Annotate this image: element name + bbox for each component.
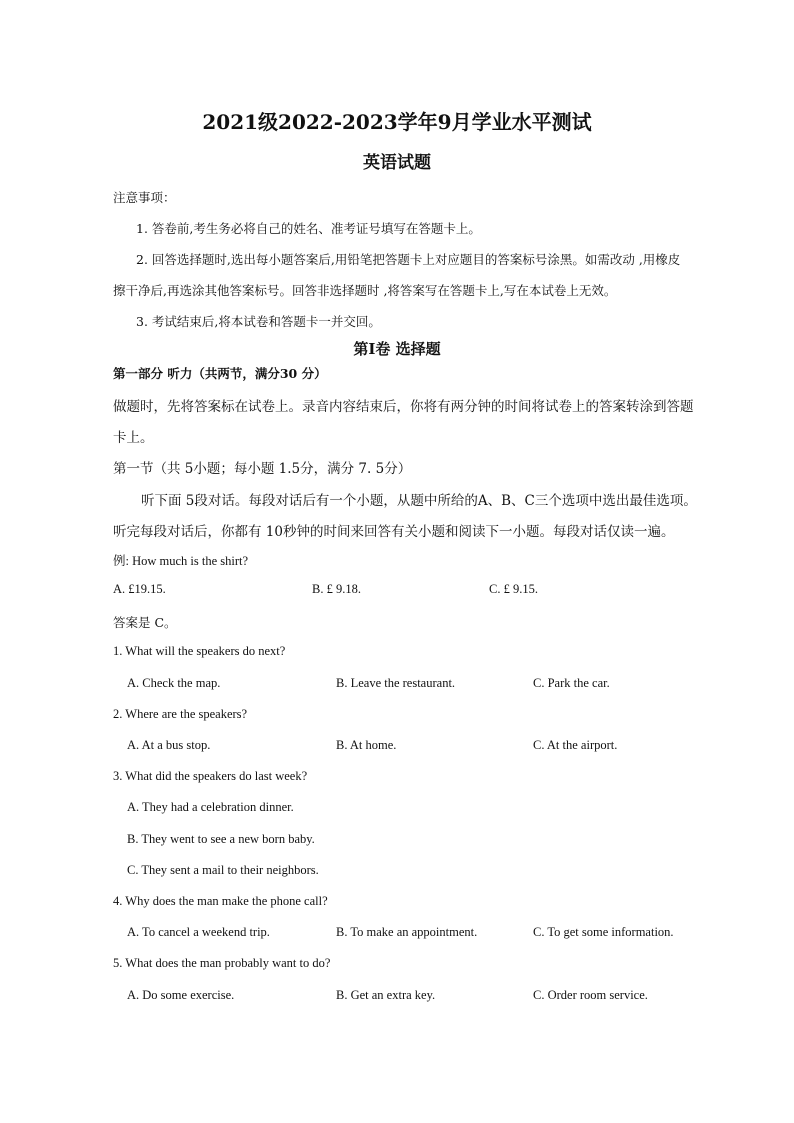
question-4: 4. Why does the man make the phone call? <box>113 894 328 908</box>
sub-heading: 第一节（共 5小题；每小题 1.5分，满分 7. 5分） <box>113 461 412 477</box>
exam-subtitle: 英语试题 <box>363 153 431 173</box>
example-option-b: B. £ 9.18. <box>312 582 361 596</box>
example-option-c: C. £ 9.15. <box>489 582 538 596</box>
question-3: 3. What did the speakers do last week? <box>113 769 308 783</box>
notice-item-3: 3. 考试结束后,将本试卷和答题卡一并交回。 <box>136 314 381 329</box>
question-1-option-a: A. Check the map. <box>127 676 221 690</box>
sub-instruction-2: 听完每段对话后，你都有 10秒钟的时间来回答有关小题和阅读下一小题。每段对话仅读一遍。 <box>113 524 675 540</box>
question-3-option-b: B. They went to see a new born baby. <box>127 832 315 846</box>
question-5-option-c: C. Order room service. <box>533 988 648 1002</box>
example-option-a: A. £19.15. <box>113 582 166 596</box>
section-title: 第I卷 选择题 <box>353 340 441 358</box>
part-instruction-1: 做题时，先将答案标在试卷上。录音内容结束后，你将有两分钟的时间将试卷上的答案转涂到答题 <box>113 399 694 415</box>
notice-item-2-cont: 擦干净后,再选涂其他答案标号。回答非选择题时 ,将答案写在答题卡上,写在本试卷上无效。 <box>113 283 617 298</box>
question-1-option-c: C. Park the car. <box>533 676 610 690</box>
question-2-option-c: C. At the airport. <box>533 738 618 752</box>
question-5-option-a: A. Do some exercise. <box>127 988 235 1002</box>
question-4-option-c: C. To get some information. <box>533 925 674 939</box>
question-1-option-b: B. Leave the restaurant. <box>336 676 456 690</box>
question-3-option-c: C. They sent a mail to their neighbors. <box>127 863 319 877</box>
notice-item-2: 2. 回答选择题时,选出每小题答案后,用铅笔把答题卡上对应题目的答案标号涂黑。如需改动 ,用橡皮 <box>136 252 681 267</box>
example-question: 例: How much is the shirt? <box>113 554 249 568</box>
question-1: 1. What will the speakers do next? <box>113 644 286 658</box>
exam-title: 2021级2022-2023学年9月学业水平测试 <box>202 110 592 134</box>
notice-item-1: 1. 答卷前,考生务必将自己的姓名、准考证号填写在答题卡上。 <box>136 221 481 236</box>
question-3-option-a: A. They had a celebration dinner. <box>127 800 294 814</box>
question-4-option-b: B. To make an appointment. <box>336 925 478 939</box>
question-2: 2. Where are the speakers? <box>113 707 248 721</box>
example-answer: 答案是 C。 <box>113 615 177 630</box>
question-2-option-b: B. At home. <box>336 738 397 752</box>
question-4-option-a: A. To cancel a weekend trip. <box>127 925 270 939</box>
notice-heading: 注意事项： <box>113 190 176 205</box>
part-instruction-2: 卡上。 <box>113 430 154 446</box>
sub-instruction-1: 听下面 5段对话。每段对话后有一个小题，从题中所给的A、B、C三个选项中选出最佳选项。 <box>141 493 697 509</box>
question-5-option-b: B. Get an extra key. <box>336 988 436 1002</box>
question-2-option-a: A. At a bus stop. <box>127 738 211 752</box>
part-heading: 第一部分 听力（共两节，满分30 分） <box>113 366 327 381</box>
question-5: 5. What does the man probably want to do? <box>113 956 331 970</box>
